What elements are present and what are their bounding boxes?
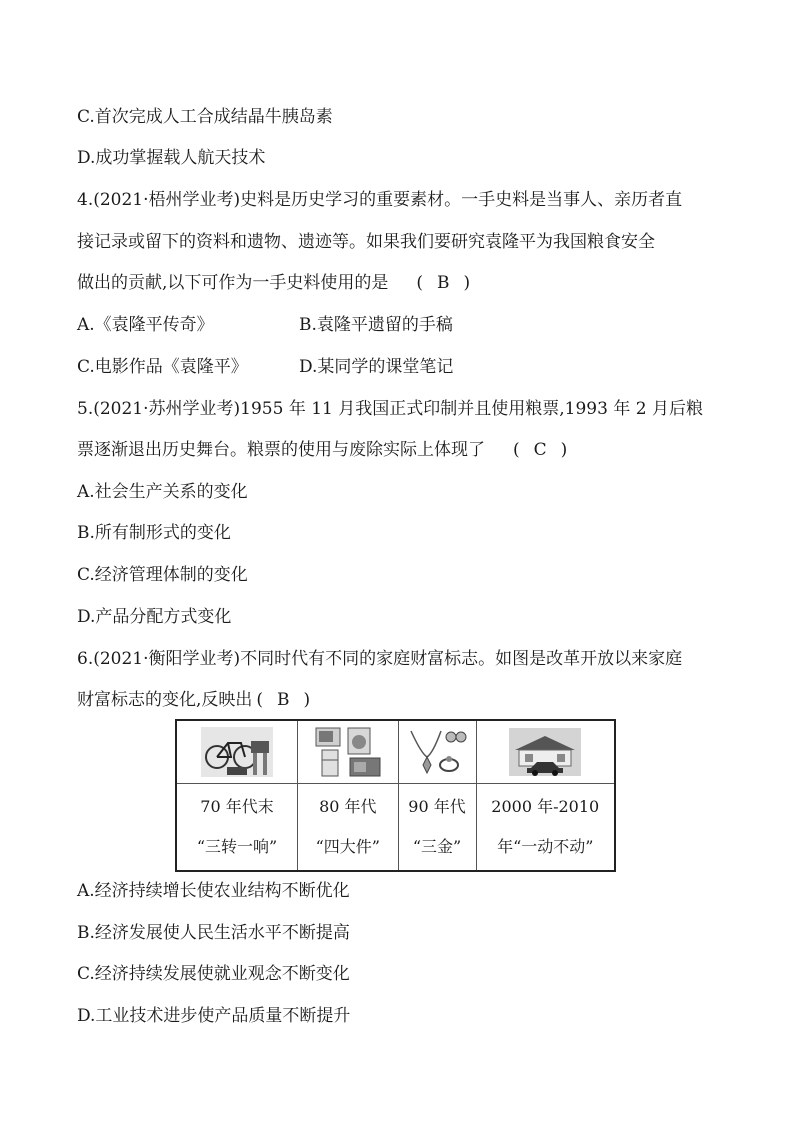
- era-label: 90 年代: [408, 797, 466, 816]
- q5-option-a: A.社会生产关系的变化: [77, 482, 248, 502]
- era-label: 2000 年-2010: [491, 797, 600, 816]
- wealth-symbol-label: “三转一响”: [196, 837, 278, 856]
- q6-answer: B: [277, 690, 290, 710]
- q4-answer: B: [437, 273, 450, 293]
- table-text-row: [176, 784, 615, 872]
- table-cell-text: [176, 784, 298, 872]
- wealth-symbol-label: “四大件”: [315, 837, 380, 856]
- q6-stem-line-1: 6.(2021·衡阳学业考)不同时代有不同的家庭财富标志。如图是改革开放以来家庭: [77, 649, 683, 669]
- q5-stem-text: 票逐渐退出历史舞台。粮票的使用与废除实际上体现了: [77, 440, 485, 460]
- q3-option-c: C.首次完成人工合成结晶牛胰岛素: [77, 107, 333, 127]
- wealth-symbols-table: [175, 719, 616, 872]
- q4-options-cd: [77, 356, 454, 378]
- table-cell-text: [476, 784, 615, 872]
- table-cell-text: [398, 784, 476, 872]
- q4-option-a: A.《袁隆平传奇》: [77, 315, 214, 335]
- wealth-symbol-label: “三金”: [412, 837, 462, 856]
- q6-answer-bracket: ( B ): [256, 690, 311, 710]
- appliances-icon: [314, 726, 382, 778]
- q5-stem-line-2: [77, 439, 727, 461]
- era-label: 80 年代: [319, 797, 377, 816]
- q5-answer: C: [533, 440, 547, 460]
- table-cell-image: [398, 720, 476, 784]
- q5-answer-bracket: ( C ): [513, 440, 568, 460]
- table-cell-image: [176, 720, 298, 784]
- q6-option-a: A.经济持续增长使农业结构不断优化: [77, 881, 350, 901]
- q6-stem-text: 财富标志的变化,反映出: [77, 690, 253, 710]
- q4-stem-line-3: [77, 272, 727, 294]
- q6-option-b: B.经济发展使人民生活水平不断提高: [77, 923, 350, 943]
- q5-option-d: D.产品分配方式变化: [77, 607, 232, 627]
- era-label: 70 年代末: [200, 797, 274, 816]
- q4-stem-line-1: 4.(2021·梧州学业考)史料是历史学习的重要素材。一手史料是当事人、亲历者直: [77, 190, 683, 210]
- wealth-symbol-label: 年“一动不动”: [497, 837, 594, 856]
- q5-stem-line-1: 5.(2021·苏州学业考)1955 年 11 月我国正式印制并且使用粮票,1993 年 2 月后粮: [77, 399, 703, 419]
- q6-option-c: C.经济持续发展使就业观念不断变化: [77, 964, 350, 984]
- table-image-row: [176, 720, 615, 784]
- q4-stem-line-2: 接记录或留下的资料和遗物、遗迹等。如果我们要研究袁隆平为我国粮食安全: [77, 232, 655, 252]
- q4-options-ab: [77, 314, 453, 336]
- jewelry-icon: [407, 727, 467, 777]
- table-cell-image: [476, 720, 615, 784]
- q4-stem-text: 做出的贡献,以下可作为一手史料使用的是: [77, 273, 389, 293]
- q4-option-c: C.电影作品《袁隆平》: [77, 357, 248, 377]
- q6-option-d: D.工业技术进步使产品质量不断提升: [77, 1006, 351, 1026]
- table-cell-text: [298, 784, 399, 872]
- q4-option-d: D.某同学的课堂笔记: [299, 357, 454, 377]
- house-car-icon: [509, 728, 581, 776]
- table-cell-image: [298, 720, 399, 784]
- q4-option-b: B.袁隆平遗留的手稿: [299, 315, 453, 335]
- q4-answer-bracket: ( B ): [416, 273, 471, 293]
- q3-option-d: D.成功掌握载人航天技术: [77, 148, 266, 168]
- q6-stem-line-2: [77, 689, 727, 711]
- q5-option-b: B.所有制形式的变化: [77, 523, 231, 543]
- q5-option-c: C.经济管理体制的变化: [77, 565, 248, 585]
- bicycle-sewing-machine-icon: [201, 727, 273, 777]
